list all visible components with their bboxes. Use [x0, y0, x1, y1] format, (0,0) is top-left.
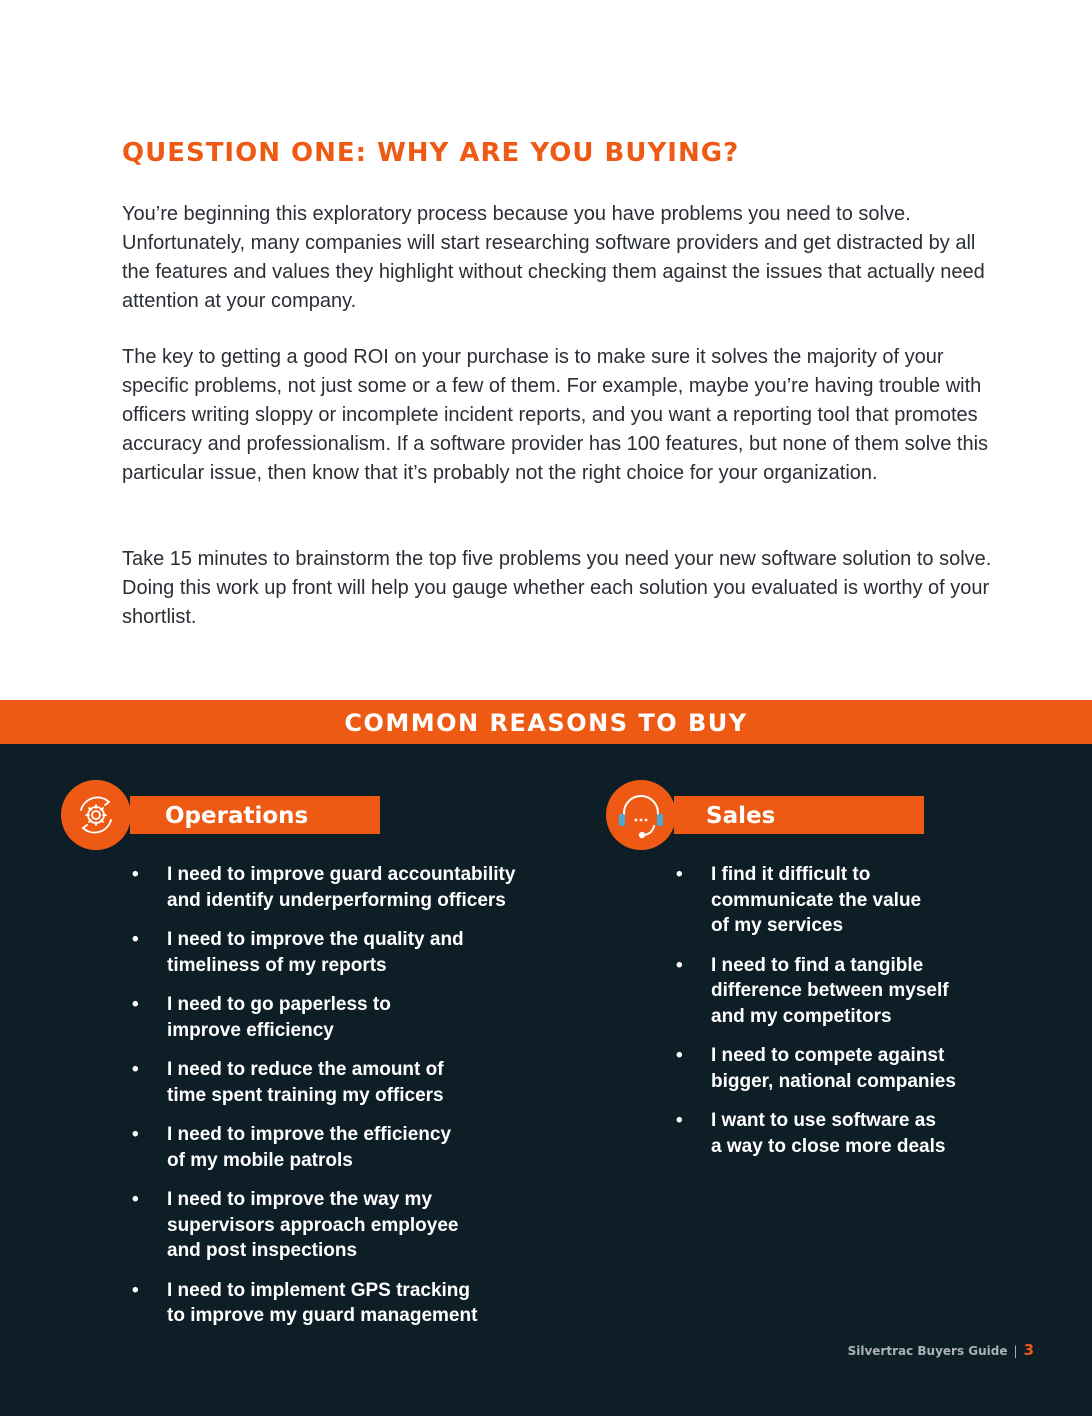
list-item: • I need to reduce the amount of time spent training my officers: [132, 1059, 444, 1106]
list-item: • I need to compete against bigger, national companies: [676, 1045, 956, 1092]
intro-section: [0, 0, 1092, 700]
list-item: • I need to improve the way my supervisors approach employee and post inspections: [132, 1189, 459, 1261]
paragraph-1: You’re beginning this exploratory process because you have problems you need to solve. Unfortunately, many companies will start researching software providers and get distracted by all the features and values they highlight without checking them against the issues that actually need attention at your company.: [122, 203, 985, 312]
headset-icon: [606, 780, 676, 850]
list-item: • I want to use software as a way to close more deals: [676, 1110, 946, 1157]
bullet: •: [132, 1189, 139, 1210]
paragraph-3: Take 15 minutes to brainstorm the top five problems you need your new software solution to solve. Doing this work up front will help you gauge whether each solution you evaluated is worthy of your shortlist.: [122, 548, 992, 628]
footer-label: Silvertrac Buyers Guide: [847, 1344, 1008, 1358]
bullet: •: [132, 929, 139, 950]
footer-separator: |: [1013, 1344, 1018, 1358]
list-item: • I need to find a tangible difference between myself and my competitors: [676, 954, 949, 1027]
operations-label: Operations: [130, 796, 380, 834]
list-item: • I need to improve the efficiency of my mobile patrols: [132, 1124, 452, 1171]
list-item: • I find it difficult to communicate the value of my services: [676, 864, 922, 936]
bullet: •: [132, 1124, 139, 1145]
list-item: • I need to implement GPS tracking to improve my guard management: [132, 1279, 478, 1326]
paragraph-2: The key to getting a good ROI on your purchase is to make sure it solves the majority of your specific problems, not just some or a few of them. For example, maybe you’re having trouble with officers writing sloppy or incomplete incident reports, and you want a reporting tool that promotes accuracy and professionalism. If a software provider has 100 features, but none of them solve this particular issue, then know that it’s probably not the right choice for your organization.: [122, 346, 989, 484]
bullet: •: [676, 1110, 683, 1131]
bullet: •: [132, 1059, 139, 1080]
page-footer: [848, 1341, 1034, 1359]
bullet: •: [132, 994, 139, 1015]
bullet: •: [132, 1279, 139, 1301]
bullet: •: [676, 1045, 683, 1066]
page-heading: QUESTION ONE: WHY ARE YOU BUYING?: [122, 138, 740, 168]
sales-label: Sales: [674, 796, 924, 834]
operations-list: [132, 862, 552, 1343]
bullet: •: [676, 954, 683, 976]
bullet: •: [132, 864, 139, 885]
bullet: •: [676, 864, 683, 885]
page-number: 3: [1023, 1341, 1034, 1359]
sales-list: [676, 862, 996, 1173]
list-item: • I need to go paperless to improve efficiency: [132, 994, 391, 1041]
list-item: • I need to improve the quality and timeliness of my reports: [132, 929, 464, 976]
reasons-title-band: COMMON REASONS TO BUY: [0, 700, 1092, 744]
gear-cycle-icon: [61, 780, 131, 850]
list-item: • I need to improve guard accountability and identify underperforming officers: [132, 864, 516, 911]
